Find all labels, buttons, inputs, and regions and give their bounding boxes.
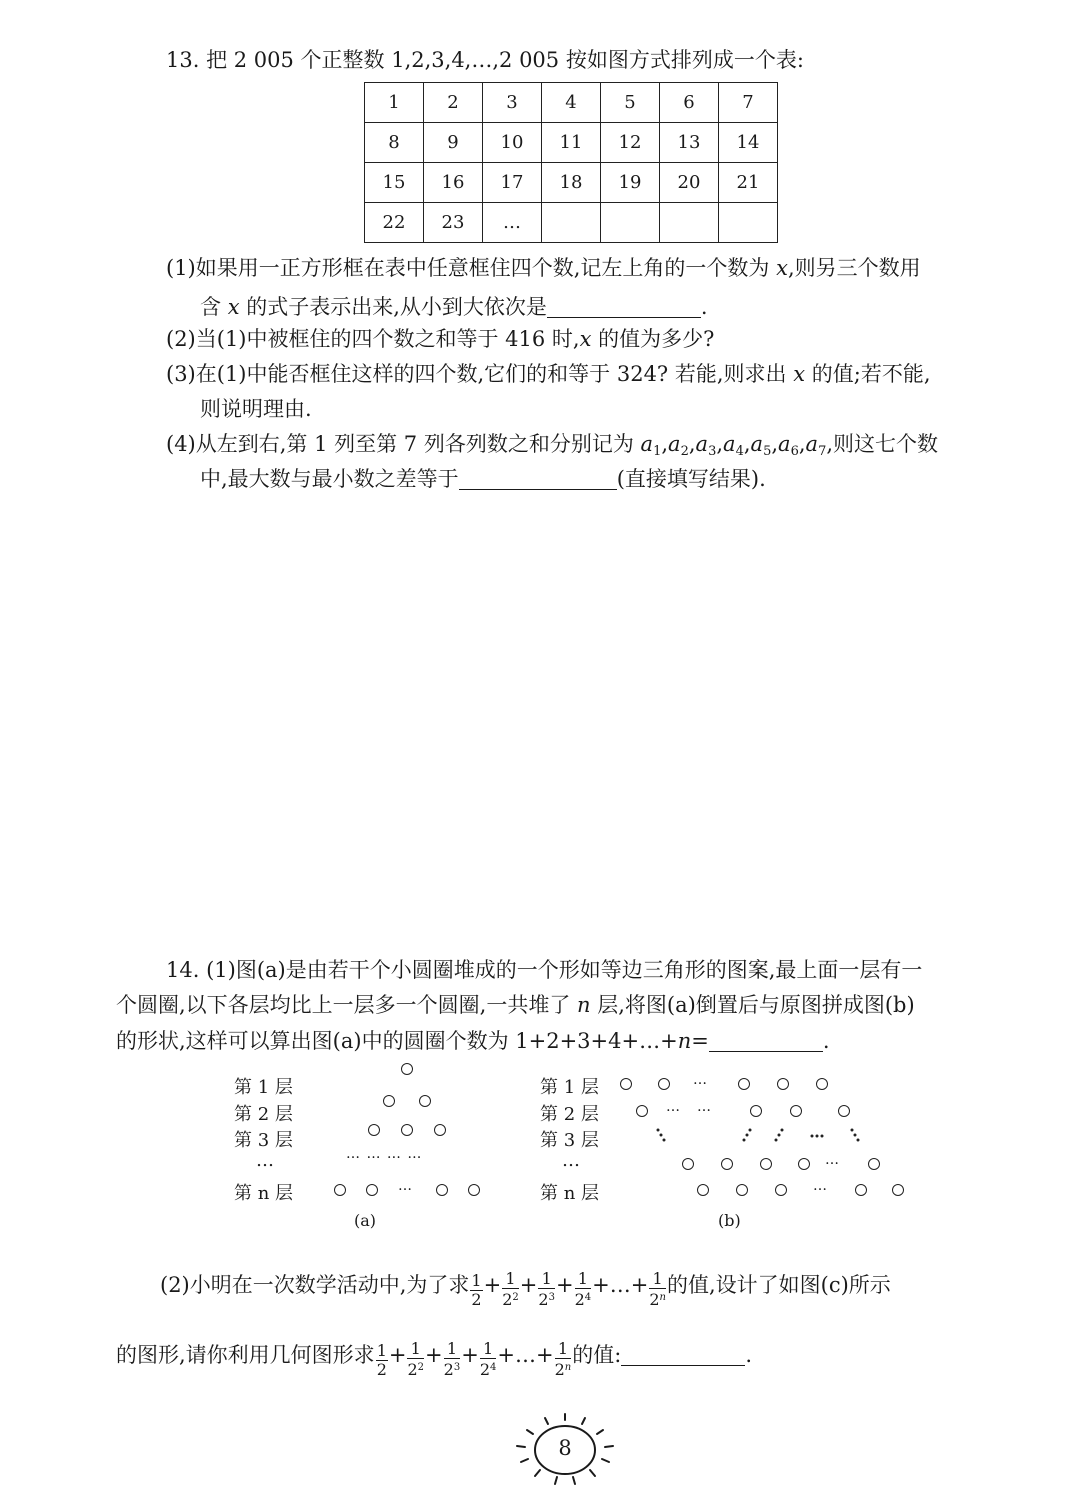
q14-part2-line2: 的图形,请你利用几何图形求 $\frac{1}{2}$ + $\frac{1}{2^2}$ + $\frac{1}{2^3}$ + $\frac{1}{2^4}$ +…+ $\frac{1}{2^n}$ 的值: .: [116, 1339, 752, 1379]
circle: [468, 1184, 480, 1196]
q13-part3-line1: (3)在(1)中能否框住这样的四个数,它们的和等于 324? 若能,则求出 x 的值;若不能,: [166, 362, 931, 386]
table-cell: 7: [719, 83, 778, 123]
answer-blank-4[interactable]: [621, 1343, 745, 1366]
q13-part1-line1: (1)如果用一正方形框在表中任意框住四个数,记左上角的一个数为 x,则另三个数用: [166, 256, 921, 280]
fraction: $\frac{1}{2}$: [471, 1271, 482, 1309]
fraction: $\frac{1}{2^3}$: [538, 1269, 555, 1309]
circle: [658, 1078, 670, 1090]
layer-label-1: 第 1 层: [234, 1077, 293, 1098]
circle: [777, 1078, 789, 1090]
circle: [434, 1124, 446, 1136]
circle: [368, 1124, 380, 1136]
table-cell: 23: [424, 203, 483, 243]
circle: [383, 1095, 395, 1107]
q13-header: 13. 把 2 005 个正整数 1,2,3,4,…,2 005 按如图方式排列成一个表:: [166, 48, 804, 72]
layer-label-3: 第 3 层: [540, 1130, 599, 1151]
layer-label-dots: …: [256, 1150, 274, 1171]
fraction: $\frac{1}{2^4}$: [479, 1339, 497, 1379]
q14-line2: 个圆圈,以下各层均比上一层多一个圆圈,一共堆了 n 层,将图(a)倒置后与原图拼成图(b): [116, 993, 915, 1017]
table-cell: 10: [483, 123, 542, 163]
circle: [366, 1184, 378, 1196]
fraction: $\frac{1}{2^2}$: [502, 1269, 519, 1309]
table-cell: 5: [601, 83, 660, 123]
table-cell: 6: [660, 83, 719, 123]
circle: [838, 1105, 850, 1117]
circle: [620, 1078, 632, 1090]
table-cell: 9: [424, 123, 483, 163]
circle: [419, 1095, 431, 1107]
table-row: [365, 83, 778, 123]
circle: [721, 1158, 733, 1170]
table-cell: 21: [719, 163, 778, 203]
table-row: [365, 203, 778, 243]
fraction: $\frac{1}{2}$: [376, 1341, 387, 1379]
diagonal-dots-row: [640, 1124, 880, 1148]
table-cell: 20: [660, 163, 719, 203]
layer-label-n: 第 n 层: [234, 1183, 294, 1204]
table-cell: 17: [483, 163, 542, 203]
layer-label-1: 第 1 层: [540, 1077, 599, 1098]
caption-a: (a): [354, 1211, 377, 1230]
table-cell: 3: [483, 83, 542, 123]
dots: …: [693, 1072, 708, 1088]
answer-blank-2[interactable]: [459, 467, 617, 490]
dots: …: [398, 1178, 413, 1194]
dots-row: … … … …: [346, 1146, 423, 1162]
table-row: [365, 123, 778, 163]
answer-blank-3[interactable]: [709, 1029, 823, 1052]
table-cell: [542, 203, 601, 243]
q14-line1: 14. (1)图(a)是由若干个小圆圈堆成的一个形如等边三角形的图案,最上面一层有一: [166, 958, 923, 982]
fraction: $\frac{1}{2^3}$: [443, 1339, 461, 1379]
table-cell: [719, 203, 778, 243]
layer-label-2: 第 2 层: [234, 1104, 293, 1125]
fraction: $\frac{1}{2^2}$: [407, 1339, 425, 1379]
fraction: $\frac{1}{2^4}$: [574, 1269, 592, 1309]
circle: [401, 1063, 413, 1075]
fraction: $\frac{1}{2^n}$: [649, 1269, 666, 1309]
circle: [682, 1158, 694, 1170]
layer-label-3: 第 3 层: [234, 1130, 293, 1151]
layer-label-n: 第 n 层: [540, 1183, 600, 1204]
circle: [736, 1184, 748, 1196]
dots: …: [666, 1099, 681, 1115]
circle: [738, 1078, 750, 1090]
dots: …: [813, 1178, 828, 1194]
circle: [436, 1184, 448, 1196]
circle: [855, 1184, 867, 1196]
circle: [868, 1158, 880, 1170]
table-cell: …: [483, 203, 542, 243]
q13-part4-line1: (4)从左到右,第 1 列至第 7 列各列数之和分别记为 $a_1,a_2,a_3,a_4,a_5,a_6,a_7$,则这七个数: [166, 432, 939, 459]
table-cell: [601, 203, 660, 243]
circle: [892, 1184, 904, 1196]
table-cell: 18: [542, 163, 601, 203]
table-cell: 22: [365, 203, 424, 243]
circle: [636, 1105, 648, 1117]
table-cell: 19: [601, 163, 660, 203]
q14-part2-line1: (2)小明在一次数学活动中,为了求 $\frac{1}{2}$ + $\frac{1}{2^2}$ + $\frac{1}{2^3}$ + $\frac{1}{2^4}$ +…+ $\frac{1}{2^n}$ 的值,设计了如图(c)所示: [160, 1269, 891, 1309]
layer-label-dots: …: [562, 1150, 580, 1171]
q13-part1-line2: 含 x 的式子表示出来,从小到大依次是 .: [200, 295, 708, 319]
table-cell: 1: [365, 83, 424, 123]
table-cell: 11: [542, 123, 601, 163]
table-cell: 4: [542, 83, 601, 123]
table-cell: 16: [424, 163, 483, 203]
table-cell: 14: [719, 123, 778, 163]
circle: [697, 1184, 709, 1196]
circle: [760, 1158, 772, 1170]
dots: …: [697, 1099, 712, 1115]
q14-line3: 的形状,这样可以算出图(a)中的圆圈个数为 1+2+3+4+…+n= .: [116, 1029, 830, 1053]
q13-part3-line2: 则说明理由.: [200, 397, 312, 421]
circle: [401, 1124, 413, 1136]
circle: [334, 1184, 346, 1196]
table-cell: 2: [424, 83, 483, 123]
table-cell: 8: [365, 123, 424, 163]
layer-label-2: 第 2 层: [540, 1104, 599, 1125]
circle: [816, 1078, 828, 1090]
table-cell: 13: [660, 123, 719, 163]
circle: [750, 1105, 762, 1117]
page-number-badge: [505, 1410, 625, 1490]
answer-blank-1[interactable]: [547, 295, 701, 318]
caption-b: (b): [718, 1211, 741, 1230]
page-number: 8: [558, 1436, 572, 1460]
dots: …: [825, 1152, 840, 1168]
circle: [798, 1158, 810, 1170]
q13-part4-line2: 中,最大数与最小数之差等于 (直接填写结果).: [200, 467, 766, 491]
circle: [790, 1105, 802, 1117]
table-cell: [660, 203, 719, 243]
number-table: [364, 82, 778, 243]
table-cell: 12: [601, 123, 660, 163]
circle: [775, 1184, 787, 1196]
fraction: $\frac{1}{2^n}$: [554, 1339, 572, 1379]
table-row: [365, 163, 778, 203]
q13-part2: (2)当(1)中被框住的四个数之和等于 416 时,x 的值为多少?: [166, 327, 715, 351]
table-cell: 15: [365, 163, 424, 203]
